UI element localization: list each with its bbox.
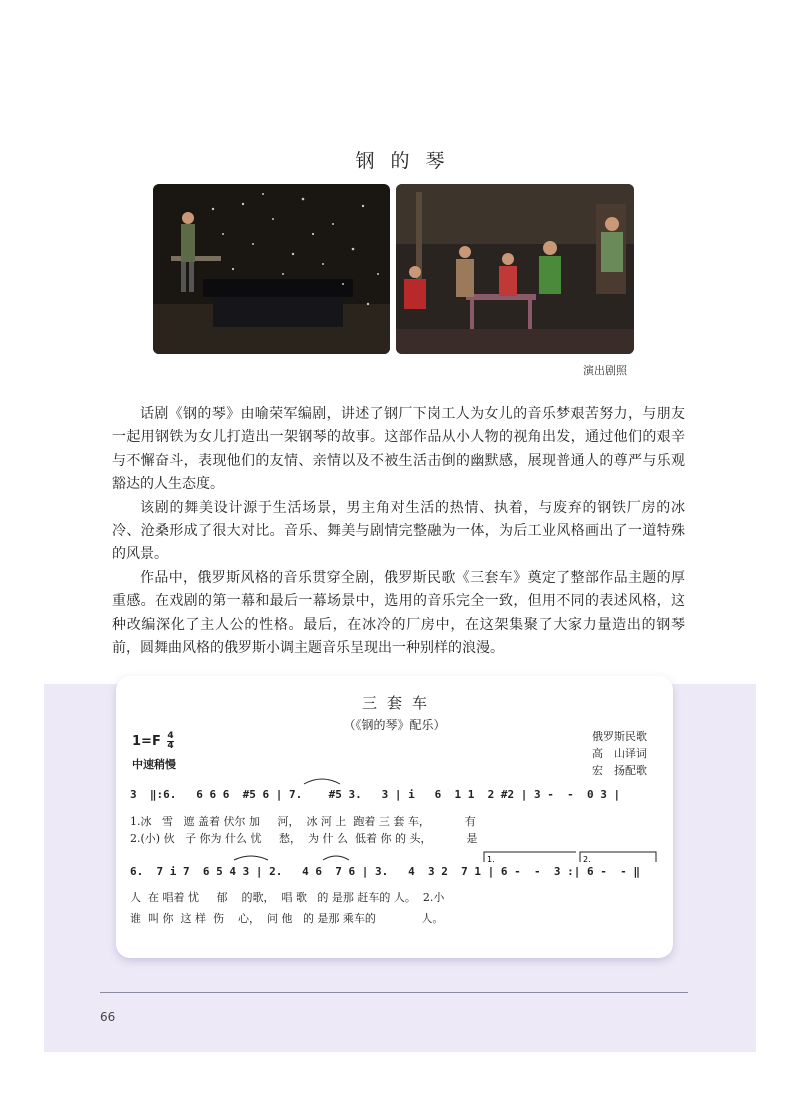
paragraph: 话剧《钢的琴》由喻荣军编剧，讲述了钢厂下岗工人为女儿的音乐梦艰苦努力，与朋友一起用钢铁为女儿打造出一架钢琴的故事。这部作品从小人物的视角出发，通过他们的艰辛与不懈奋斗，表现他们的友情、亲情以及不被生活击倒的幽默感，展现普通人的尊严与乐观豁达的人生态度。 [112, 406, 685, 493]
lyric-line-1-verse-1: 1.冰 雪 遮 盖着 伏尔 加 河， 冰 河 上 跑着 三 套 车， 有 [130, 815, 476, 828]
notation-line-1: 3 ‖:6. 6 6 6 #5 6 | 7. #5 3. 3 | i 6 1 1 2 #2 | 3 - - 0 3 | [130, 788, 621, 801]
song-subtitle: （《钢的琴》配乐） [343, 718, 446, 732]
lyric-line-2-verse-2: 谁 叫 你 这 样 伤 心， 问 他 的 是那 乘车的 人。 [130, 912, 444, 925]
credit-line: 宏 扬配歌 [592, 764, 647, 777]
page-title: 钢的琴 [355, 150, 461, 172]
time-signature: $\frac{4}{4}$ [167, 731, 174, 751]
photo-caption: 演出剧照 [583, 364, 627, 377]
slur [234, 856, 268, 860]
notation-line-2: 6. 7 i 7 6 5 4 3 | 2. 4 6 7 6 | 3. 4 3 2 7 1 | 6 - - 3 :| 6 - - ‖ [130, 865, 640, 878]
footer-rule [100, 992, 688, 993]
song-credits [592, 728, 647, 779]
lyric-line-1-verse-2: 2.(小) 伙 子 你为 什么 忧 愁， 为 什 么 低着 你 的 头， 是 [130, 832, 478, 845]
song-title: 三套车 [361, 694, 437, 712]
tempo-marking: 中速稍慢 [132, 758, 176, 771]
music-score-card [116, 676, 673, 958]
volta-bracket-2 [580, 852, 656, 862]
lyric-line-2-verse-1: 人 在 唱着 忧 郁 的歌， 唱 歌 的 是那 赶车的 人。 2.小 [130, 891, 445, 904]
key-signature [132, 732, 174, 751]
page-number: 66 [100, 1010, 116, 1024]
credit-line: 高 山译词 [592, 747, 647, 760]
stage-photo-piano [153, 184, 390, 354]
volta-label-1: 1. [487, 855, 495, 864]
volta-label-2: 2. [583, 855, 591, 864]
stage-photo-cast [396, 184, 634, 354]
volta-bracket-1 [484, 852, 576, 862]
paragraph: 该剧的舞美设计源于生活场景，男主角对生活的热情、执着，与废弃的钢铁厂房的冰冷、沧桑形成了很大对比。音乐、舞美与剧情完整融为一体，为后工业风格画出了一道特殊的风景。 [112, 499, 685, 563]
credit-line: 俄罗斯民歌 [592, 730, 647, 743]
key-label: 1=F [132, 734, 161, 749]
paragraph: 作品中，俄罗斯风格的音乐贯穿全剧，俄罗斯民歌《三套车》奠定了整部作品主题的厚重感。在戏剧的第一幕和最后一幕场景中，选用的音乐完全一致，但用不同的表述风格，这种改编深化了主人公的性格。最后，在冰冷的厂房中，在这架集聚了大家力量造出的钢琴前，圆舞曲风格的俄罗斯小调主题音乐呈现出一种别样的浪漫。 [112, 569, 685, 657]
article-body [112, 403, 685, 660]
slur [323, 856, 349, 860]
slur [304, 779, 340, 784]
